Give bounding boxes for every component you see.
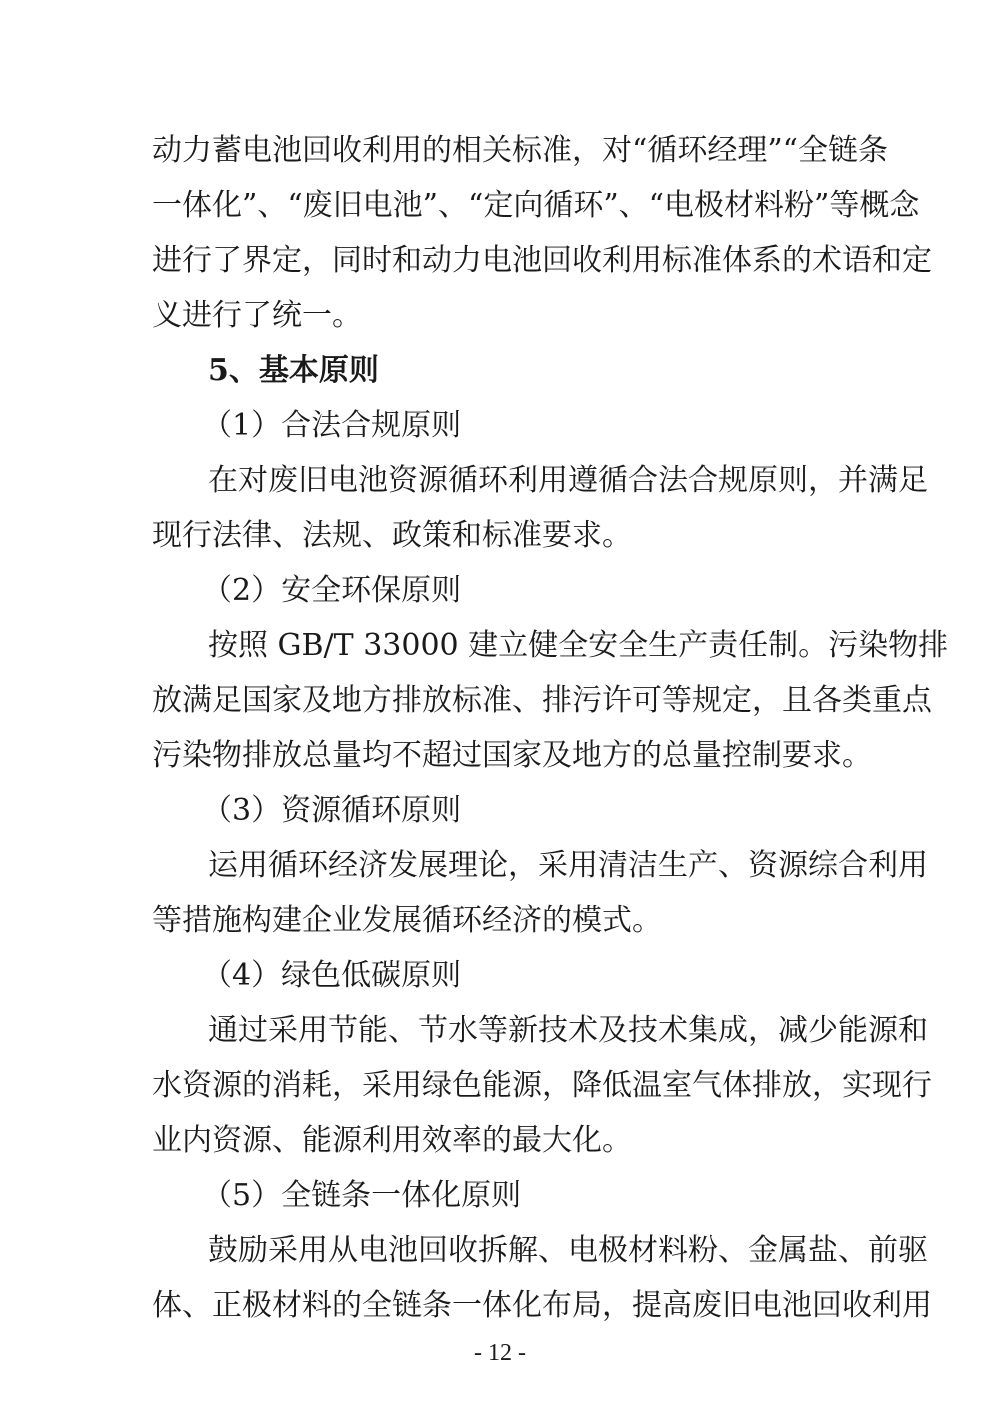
subsection-heading: （5）全链条一体化原则 [202, 1178, 522, 1213]
subsection-heading: （3）资源循环原则 [202, 793, 462, 828]
paragraph-line: 在对废旧电池资源循环利用遵循合法合规原则，并满足 [208, 463, 928, 498]
paragraph-line: 放满足国家及地方排放标准、排污许可等规定，且各类重点 [152, 683, 932, 718]
paragraph-line: 鼓励采用从电池回收拆解、电极材料粉、金属盐、前驱 [208, 1233, 928, 1268]
section-heading: 5、基本原则 [208, 353, 379, 388]
paragraph-line: 等措施构建企业发展循环经济的模式。 [152, 903, 662, 938]
paragraph-line: 义进行了统一。 [152, 298, 362, 333]
paragraph-line: 动力蓄电池回收利用的相关标准，对“循环经理”“全链条 [152, 133, 889, 168]
page-number: - 12 - [474, 1340, 526, 1366]
paragraph-line: 按照 GB/T 33000 建立健全安全生产责任制。污染物排 [208, 628, 949, 663]
paragraph-line: 现行法律、法规、政策和标准要求。 [152, 518, 632, 553]
paragraph-line: 通过采用节能、节水等新技术及技术集成，减少能源和 [208, 1013, 928, 1048]
paragraph-line: 进行了界定，同时和动力电池回收利用标准体系的术语和定 [152, 243, 932, 278]
paragraph-line: 污染物排放总量均不超过国家及地方的总量控制要求。 [152, 738, 872, 773]
paragraph-line: 一体化”、“废旧电池”、“定向循环”、“电极材料粉”等概念 [152, 188, 920, 223]
subsection-heading: （1）合法合规原则 [202, 408, 462, 443]
paragraph-line: 业内资源、能源利用效率的最大化。 [152, 1123, 632, 1158]
paragraph-line: 体、正极材料的全链条一体化布局，提高废旧电池回收利用 [152, 1288, 932, 1323]
subsection-heading: （4）绿色低碳原则 [202, 958, 462, 993]
subsection-heading: （2）安全环保原则 [202, 573, 462, 608]
paragraph-line: 运用循环经济发展理论，采用清洁生产、资源综合利用 [208, 848, 928, 883]
paragraph-line: 水资源的消耗，采用绿色能源，降低温室气体排放，实现行 [152, 1068, 932, 1103]
